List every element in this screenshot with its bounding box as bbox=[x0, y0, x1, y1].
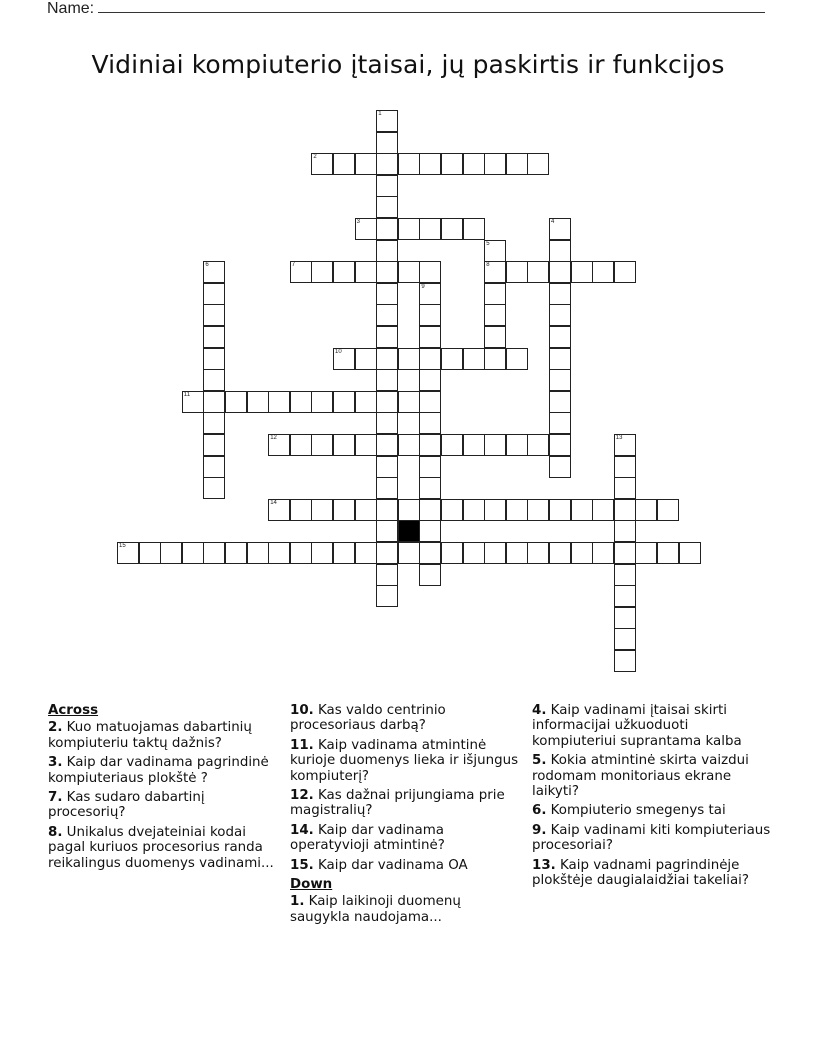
grid-cell[interactable] bbox=[311, 434, 333, 456]
clue-number-label: 8 bbox=[486, 262, 490, 269]
grid-cell[interactable] bbox=[635, 499, 657, 521]
grid-cell[interactable] bbox=[549, 348, 571, 370]
grid-cell[interactable] bbox=[419, 153, 441, 175]
clue-number: 6. bbox=[532, 803, 547, 819]
clue-number-label: 12 bbox=[270, 435, 277, 441]
grid-cell[interactable] bbox=[614, 499, 636, 521]
grid-cell[interactable] bbox=[290, 542, 312, 564]
grid-cell[interactable] bbox=[376, 153, 398, 175]
clue-across-3 bbox=[48, 755, 284, 786]
grid-cell[interactable] bbox=[419, 434, 441, 456]
grid-cell[interactable] bbox=[355, 542, 377, 564]
grid-cell[interactable] bbox=[614, 650, 636, 672]
grid-cell[interactable] bbox=[614, 607, 636, 629]
grid-cell[interactable] bbox=[355, 434, 377, 456]
grid-cell[interactable] bbox=[355, 391, 377, 413]
grid-cell[interactable] bbox=[290, 391, 312, 413]
grid-cell[interactable] bbox=[419, 283, 441, 305]
grid-cell[interactable] bbox=[376, 412, 398, 434]
clue-number: 8. bbox=[48, 824, 63, 840]
grid-cell[interactable] bbox=[333, 348, 355, 370]
grid-cell[interactable] bbox=[398, 261, 420, 283]
clue-number-label: 13 bbox=[615, 435, 623, 441]
grid-cell[interactable] bbox=[333, 153, 355, 175]
grid-cell[interactable] bbox=[549, 391, 571, 413]
grid-cell[interactable] bbox=[355, 348, 377, 370]
grid-cell[interactable] bbox=[376, 261, 398, 283]
clue-number: 9. bbox=[532, 822, 547, 838]
grid-cell[interactable] bbox=[549, 326, 571, 348]
grid-cell[interactable] bbox=[419, 369, 441, 391]
grid-cell[interactable] bbox=[549, 434, 571, 456]
clues-column-2 bbox=[290, 703, 524, 929]
clue-text: Kaip vadnami pagrindinėje plokštėje daugialaidžiai takeliai? bbox=[532, 857, 749, 889]
grid-cell[interactable] bbox=[549, 499, 571, 521]
grid-cell[interactable] bbox=[484, 261, 506, 283]
name-label: Name: bbox=[47, 0, 95, 17]
grid-cell[interactable] bbox=[657, 542, 679, 564]
grid-cell[interactable] bbox=[333, 499, 355, 521]
clue-text: Kaip vadinama atmintinė kurioje duomenys lieka ir išjungus kompiuterį? bbox=[290, 737, 519, 784]
grid-cell[interactable] bbox=[484, 499, 506, 521]
clue-down-9 bbox=[532, 823, 772, 854]
grid-cell[interactable] bbox=[614, 261, 636, 283]
grid-cell[interactable] bbox=[419, 564, 441, 586]
clue-text: Kaip dar vadinama pagrindinė kompiuteriaus plokštė ? bbox=[48, 755, 269, 786]
grid-cell[interactable] bbox=[398, 348, 420, 370]
clue-number-label: 14 bbox=[270, 499, 277, 506]
clue-text: Unikalus dvejateiniai kodai pagal kuriuos procesorius randa reikalingus duomenys vadinami... bbox=[48, 824, 274, 871]
grid-cell[interactable] bbox=[571, 542, 593, 564]
clue-across-14 bbox=[290, 823, 524, 854]
grid-cell[interactable] bbox=[355, 261, 377, 283]
grid-cell[interactable] bbox=[398, 218, 420, 240]
grid-cell[interactable] bbox=[614, 564, 636, 586]
grid-cell[interactable] bbox=[225, 391, 247, 413]
grid-cell[interactable] bbox=[571, 499, 593, 521]
grid-cell[interactable] bbox=[463, 434, 485, 456]
grid-cell[interactable] bbox=[614, 585, 636, 607]
clue-text: Kuo matuojamas dabartinių kompiuteriu taktų dažnis? bbox=[48, 720, 252, 751]
clue-text: Kompiuterio smegenys tai bbox=[550, 803, 726, 819]
grid-cell[interactable] bbox=[419, 456, 441, 478]
grid-cell[interactable] bbox=[376, 283, 398, 305]
grid-cell[interactable] bbox=[376, 391, 398, 413]
grid-cell[interactable] bbox=[203, 456, 225, 478]
grid-cell[interactable] bbox=[614, 477, 636, 499]
grid-cell[interactable] bbox=[506, 434, 528, 456]
grid-cell[interactable] bbox=[376, 369, 398, 391]
grid-cell[interactable] bbox=[571, 261, 593, 283]
grid-cell[interactable] bbox=[268, 391, 290, 413]
grid-cell[interactable] bbox=[549, 369, 571, 391]
grid-cell[interactable] bbox=[203, 348, 225, 370]
clue-text: Kas sudaro dabartinį procesorių? bbox=[48, 790, 205, 821]
clues-column-3 bbox=[532, 703, 772, 892]
clue-number-label: 5 bbox=[486, 240, 490, 247]
grid-cell[interactable] bbox=[376, 456, 398, 478]
clue-number-label: 4 bbox=[551, 219, 555, 225]
grid-cell[interactable] bbox=[419, 412, 441, 434]
clue-text: Kas dažnai prijungiama prie magistralių? bbox=[290, 788, 505, 819]
grid-cell[interactable] bbox=[203, 304, 225, 326]
grid-cell[interactable] bbox=[527, 434, 549, 456]
grid-cell[interactable] bbox=[419, 542, 441, 564]
clue-number: 13. bbox=[532, 857, 556, 873]
grid-cell[interactable] bbox=[592, 499, 614, 521]
grid-cell[interactable] bbox=[333, 391, 355, 413]
clue-across-8 bbox=[48, 825, 284, 871]
grid-cell[interactable] bbox=[614, 434, 636, 456]
grid-cell[interactable] bbox=[506, 261, 528, 283]
clue-text: Kaip vadinami kiti kompiuteriaus procesoriai? bbox=[532, 822, 771, 854]
grid-cell[interactable] bbox=[549, 412, 571, 434]
grid-cell[interactable] bbox=[376, 585, 398, 607]
grid-cell[interactable] bbox=[419, 304, 441, 326]
grid-cell[interactable] bbox=[398, 391, 420, 413]
grid-cell[interactable] bbox=[419, 391, 441, 413]
grid-cell[interactable] bbox=[441, 499, 463, 521]
grid-cell[interactable] bbox=[484, 304, 506, 326]
grid-cell[interactable] bbox=[355, 153, 377, 175]
clue-number: 5. bbox=[532, 753, 547, 769]
grid-cell[interactable] bbox=[311, 542, 333, 564]
grid-cell[interactable] bbox=[484, 434, 506, 456]
grid-cell[interactable] bbox=[549, 456, 571, 478]
clue-text: Kaip dar vadinama operatyvioji atmintinė? bbox=[290, 822, 445, 854]
grid-cell[interactable] bbox=[376, 564, 398, 586]
grid-cell[interactable] bbox=[203, 542, 225, 564]
clue-number-label: 15 bbox=[119, 543, 126, 549]
clue-number-label: 10 bbox=[335, 348, 342, 355]
grid-cell[interactable] bbox=[484, 348, 506, 370]
grid-cell[interactable] bbox=[463, 499, 485, 521]
grid-cell[interactable] bbox=[247, 391, 269, 413]
clue-number: 10. bbox=[290, 703, 314, 718]
grid-cell[interactable] bbox=[419, 520, 441, 542]
grid-cell[interactable] bbox=[268, 542, 290, 564]
grid-block-cell bbox=[398, 520, 420, 542]
grid-cell[interactable] bbox=[117, 542, 139, 564]
grid-cell[interactable] bbox=[203, 391, 225, 413]
clue-number-label: 3 bbox=[356, 219, 360, 225]
grid-cell[interactable] bbox=[376, 477, 398, 499]
grid-cell[interactable] bbox=[441, 218, 463, 240]
grid-cell[interactable] bbox=[506, 348, 528, 370]
grid-cell[interactable] bbox=[463, 348, 485, 370]
grid-cell[interactable] bbox=[376, 304, 398, 326]
clue-down-6 bbox=[532, 803, 772, 818]
grid-cell[interactable] bbox=[290, 434, 312, 456]
grid-cell[interactable] bbox=[333, 434, 355, 456]
across-heading: Across bbox=[48, 703, 99, 718]
grid-cell[interactable] bbox=[333, 261, 355, 283]
grid-cell[interactable] bbox=[463, 153, 485, 175]
clue-number: 4. bbox=[532, 703, 547, 718]
clue-number-label: 11 bbox=[183, 391, 191, 398]
grid-cell[interactable] bbox=[419, 326, 441, 348]
grid-cell[interactable] bbox=[333, 542, 355, 564]
clue-number: 15. bbox=[290, 857, 314, 873]
grid-cell[interactable] bbox=[376, 218, 398, 240]
clue-down-1 bbox=[290, 894, 524, 925]
grid-cell[interactable] bbox=[484, 326, 506, 348]
grid-cell[interactable] bbox=[614, 520, 636, 542]
grid-cell[interactable] bbox=[376, 326, 398, 348]
grid-cell[interactable] bbox=[549, 304, 571, 326]
grid-cell[interactable] bbox=[419, 261, 441, 283]
clue-text: Kaip dar vadinama OA bbox=[318, 857, 468, 873]
grid-cell[interactable] bbox=[463, 218, 485, 240]
grid-cell[interactable] bbox=[182, 542, 204, 564]
down-heading: Down bbox=[290, 877, 333, 893]
grid-cell[interactable] bbox=[376, 499, 398, 521]
grid-cell[interactable] bbox=[419, 348, 441, 370]
grid-cell[interactable] bbox=[290, 261, 312, 283]
grid-cell[interactable] bbox=[592, 261, 614, 283]
clue-number: 1. bbox=[290, 894, 305, 910]
grid-cell[interactable] bbox=[160, 542, 182, 564]
clue-across-11 bbox=[290, 738, 524, 784]
grid-cell[interactable] bbox=[203, 434, 225, 456]
grid-cell[interactable] bbox=[614, 628, 636, 650]
grid-cell[interactable] bbox=[527, 261, 549, 283]
grid-cell[interactable] bbox=[527, 153, 549, 175]
grid-cell[interactable] bbox=[441, 348, 463, 370]
grid-cell[interactable] bbox=[311, 153, 333, 175]
grid-cell[interactable] bbox=[376, 196, 398, 218]
grid-cell[interactable] bbox=[355, 499, 377, 521]
clue-down-13 bbox=[532, 858, 772, 889]
grid-cell[interactable] bbox=[355, 218, 377, 240]
grid-cell[interactable] bbox=[419, 499, 441, 521]
grid-cell[interactable] bbox=[614, 542, 636, 564]
clue-number: 7. bbox=[48, 790, 63, 806]
grid-cell[interactable] bbox=[311, 261, 333, 283]
clue-number: 14. bbox=[290, 822, 314, 838]
clue-number: 2. bbox=[48, 720, 63, 736]
grid-cell[interactable] bbox=[484, 153, 506, 175]
grid-cell[interactable] bbox=[376, 110, 398, 132]
clue-text: Kaip laikinoji duomenų saugykla naudojama... bbox=[290, 894, 461, 925]
grid-cell[interactable] bbox=[398, 542, 420, 564]
clue-number: 12. bbox=[290, 788, 314, 804]
grid-cell[interactable] bbox=[290, 499, 312, 521]
clue-across-7 bbox=[48, 790, 284, 821]
grid-cell[interactable] bbox=[376, 240, 398, 262]
grid-cell[interactable] bbox=[441, 153, 463, 175]
grid-cell[interactable] bbox=[268, 499, 290, 521]
grid-cell[interactable] bbox=[549, 261, 571, 283]
page-title: Vidiniai kompiuterio įtaisai, jų paskirtis ir funkcijos bbox=[91, 50, 725, 79]
clue-number: 11. bbox=[290, 737, 314, 753]
grid-cell[interactable] bbox=[657, 499, 679, 521]
clue-text: Kas valdo centrinio procesoriaus darbą? bbox=[290, 703, 446, 734]
grid-cell[interactable] bbox=[203, 412, 225, 434]
grid-cell[interactable] bbox=[376, 542, 398, 564]
grid-cell[interactable] bbox=[484, 240, 506, 262]
grid-cell[interactable] bbox=[484, 283, 506, 305]
grid-cell[interactable] bbox=[398, 153, 420, 175]
grid-cell[interactable] bbox=[592, 542, 614, 564]
grid-cell[interactable] bbox=[398, 499, 420, 521]
clue-down-5 bbox=[532, 753, 772, 799]
grid-cell[interactable] bbox=[549, 283, 571, 305]
grid-cell[interactable] bbox=[506, 499, 528, 521]
grid-cell[interactable] bbox=[441, 434, 463, 456]
grid-cell[interactable] bbox=[398, 434, 420, 456]
clue-number: 3. bbox=[48, 755, 63, 771]
grid-cell[interactable] bbox=[463, 542, 485, 564]
grid-cell[interactable] bbox=[376, 132, 398, 154]
grid-cell[interactable] bbox=[376, 434, 398, 456]
clue-number-label: 1 bbox=[378, 111, 382, 117]
clue-text: Kaip vadinami įtaisai skirti informacijai užkuoduoti kompiuteriui suprantama kalba bbox=[532, 703, 742, 749]
clue-number-label: 9 bbox=[421, 283, 425, 290]
grid-cell[interactable] bbox=[441, 542, 463, 564]
grid-cell[interactable] bbox=[203, 261, 225, 283]
grid-cell[interactable] bbox=[614, 456, 636, 478]
clue-across-10 bbox=[290, 703, 524, 734]
grid-cell[interactable] bbox=[247, 542, 269, 564]
grid-cell[interactable] bbox=[549, 542, 571, 564]
grid-cell[interactable] bbox=[203, 283, 225, 305]
grid-cell[interactable] bbox=[139, 542, 161, 564]
grid-cell[interactable] bbox=[203, 369, 225, 391]
grid-cell[interactable] bbox=[549, 240, 571, 262]
grid-cell[interactable] bbox=[679, 542, 701, 564]
clue-number-label: 2 bbox=[313, 154, 317, 161]
grid-cell[interactable] bbox=[376, 520, 398, 542]
grid-cell[interactable] bbox=[419, 477, 441, 499]
grid-cell[interactable] bbox=[225, 542, 247, 564]
clues-column-1 bbox=[48, 703, 284, 875]
grid-cell[interactable] bbox=[419, 218, 441, 240]
grid-cell[interactable] bbox=[376, 348, 398, 370]
clue-number-label: 7 bbox=[291, 262, 296, 269]
grid-cell[interactable] bbox=[203, 326, 225, 348]
grid-cell[interactable] bbox=[311, 499, 333, 521]
grid-cell[interactable] bbox=[484, 542, 506, 564]
grid-cell[interactable] bbox=[549, 218, 571, 240]
grid-cell[interactable] bbox=[635, 542, 657, 564]
grid-cell[interactable] bbox=[203, 477, 225, 499]
grid-cell[interactable] bbox=[268, 434, 290, 456]
grid-cell[interactable] bbox=[182, 391, 204, 413]
clue-number-label: 6 bbox=[205, 262, 209, 269]
clue-across-15 bbox=[290, 858, 524, 873]
clue-across-12 bbox=[290, 788, 524, 819]
grid-cell[interactable] bbox=[506, 542, 528, 564]
grid-cell[interactable] bbox=[376, 175, 398, 197]
grid-cell[interactable] bbox=[527, 499, 549, 521]
grid-cell[interactable] bbox=[311, 391, 333, 413]
clue-text: Kokia atmintinė skirta vaizdui rodomam monitoriaus ekrane laikyti? bbox=[532, 753, 749, 800]
clue-down-4 bbox=[532, 703, 772, 749]
grid-cell[interactable] bbox=[506, 153, 528, 175]
clue-across-2 bbox=[48, 720, 284, 751]
grid-cell[interactable] bbox=[527, 542, 549, 564]
